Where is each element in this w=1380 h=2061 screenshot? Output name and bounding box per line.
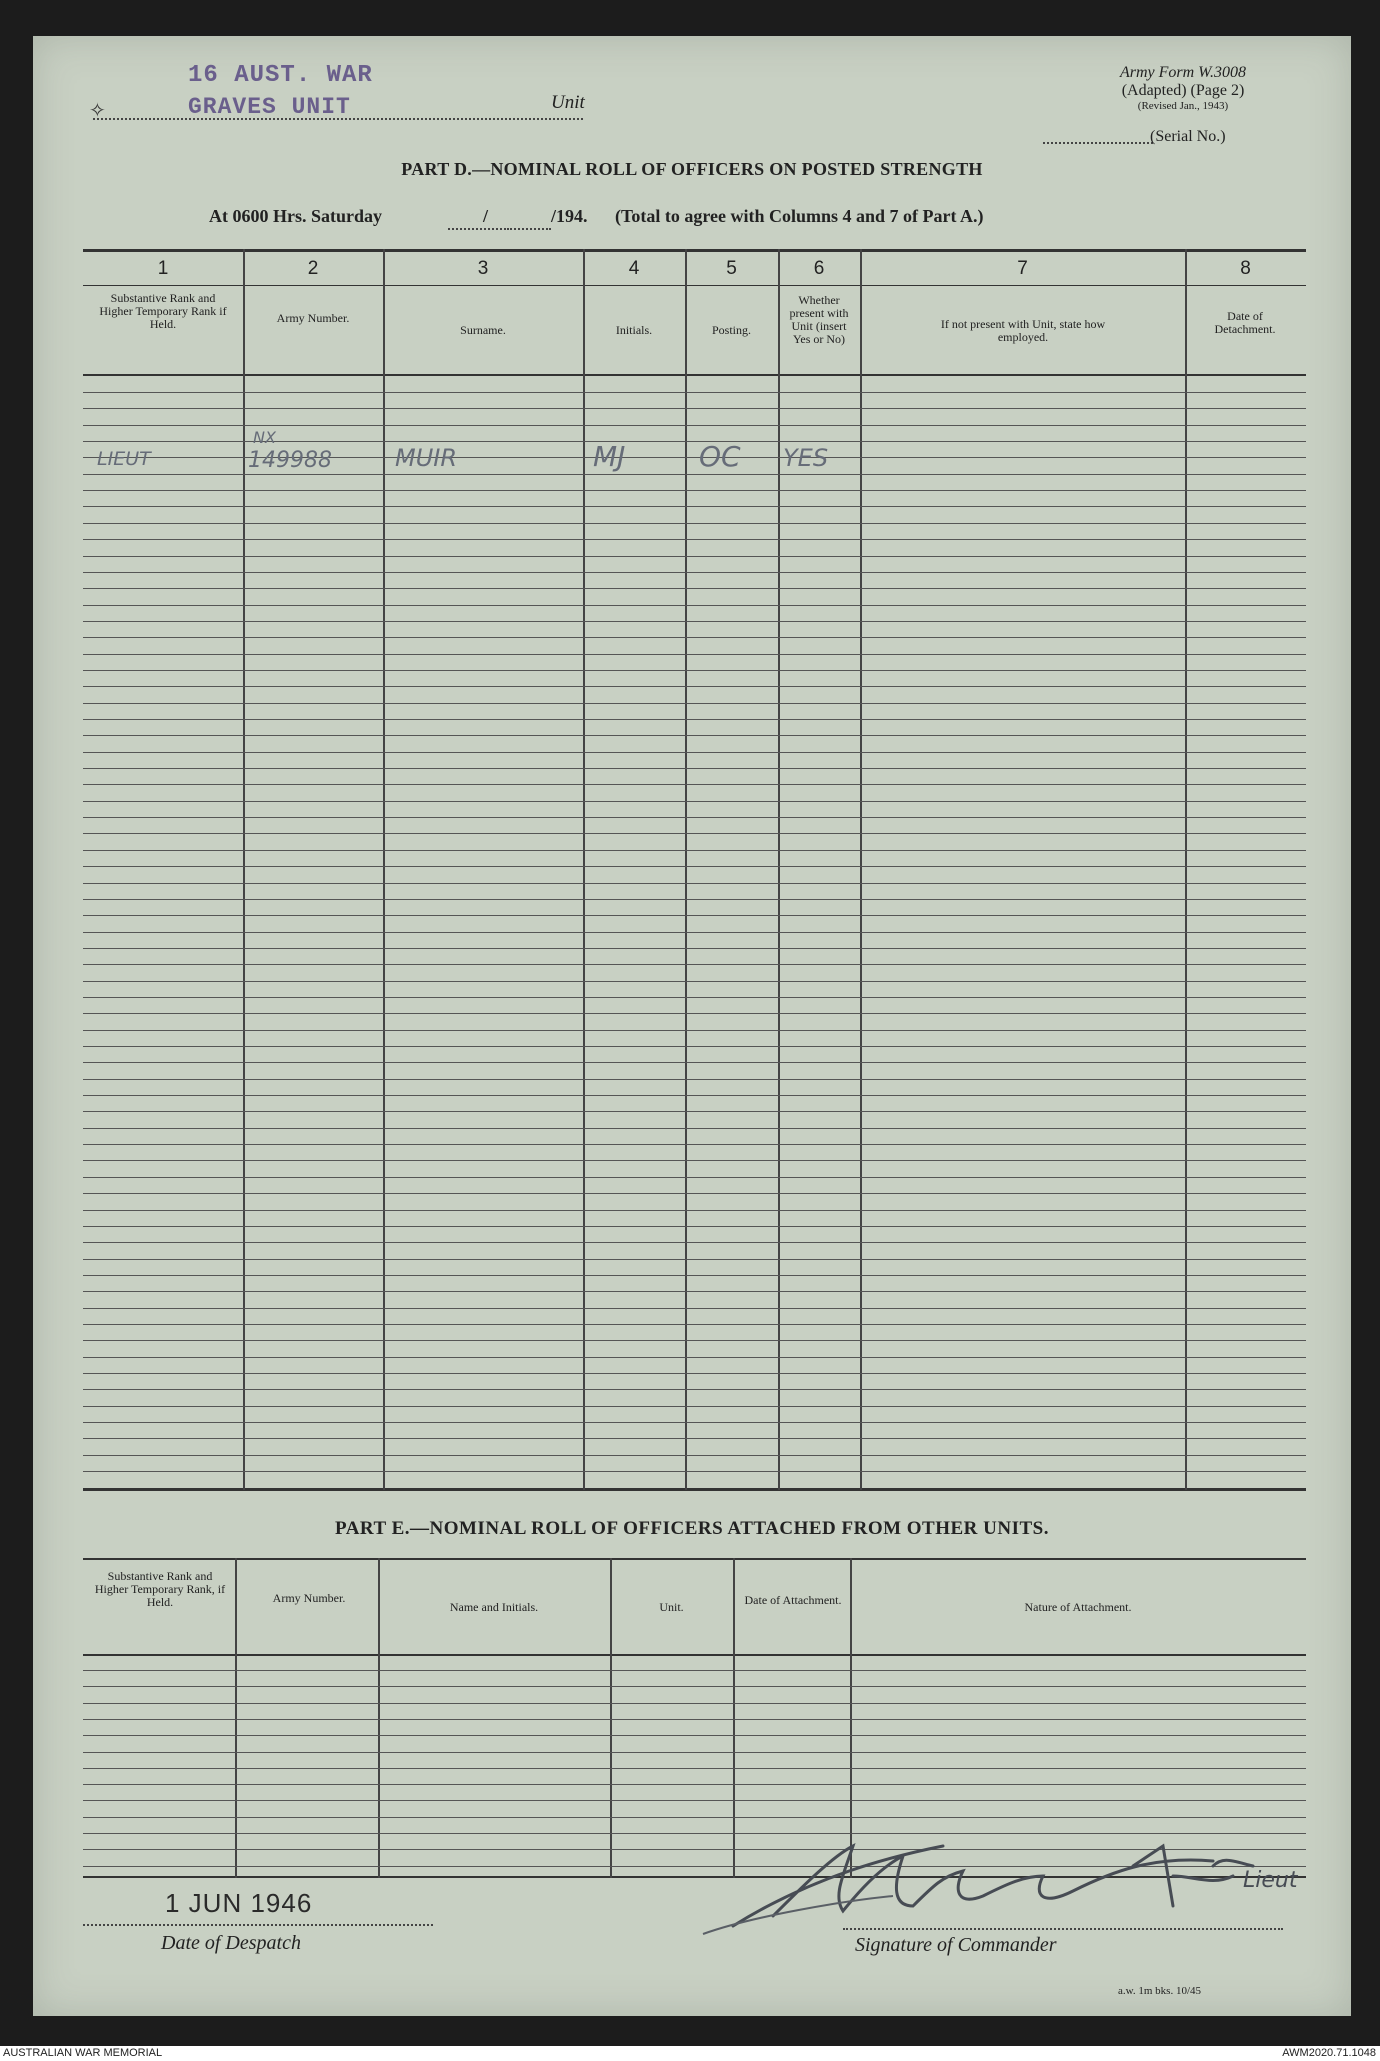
part-e-row-line <box>83 1752 1306 1753</box>
part-e-row-line <box>83 1670 1306 1671</box>
part-d-row-line <box>83 915 1306 916</box>
unit-stamp-line2: GRAVES UNIT <box>188 94 351 120</box>
part-d-row-line <box>83 408 1306 409</box>
col-num-3: 3 <box>477 258 489 279</box>
serial-label: (Serial No.) <box>1150 128 1226 145</box>
part-d-row-line <box>83 1177 1306 1178</box>
part-d-row-line <box>83 964 1306 965</box>
part-d-subtitle-prefix: At 0600 Hrs. Saturday <box>209 206 383 226</box>
part-d-row-line <box>83 588 1306 589</box>
entry-rank: LIEUT <box>97 448 151 470</box>
entry-army-number: 149988 <box>248 448 332 473</box>
despatch-date-stamp: 1 JUN 1946 <box>165 1888 313 1918</box>
col-header-surname: Surname. <box>460 323 506 337</box>
part-d-row-line <box>83 392 1306 393</box>
part-d-row-line <box>83 1471 1306 1472</box>
col-header-initials: Initials. <box>615 323 653 337</box>
col-header-employment: If not present with Unit, state how employed. <box>940 317 1106 344</box>
part-e-row-line <box>83 1686 1306 1687</box>
part-d-row-line <box>83 817 1306 818</box>
part-d-row-line <box>83 425 1306 426</box>
col-num-7: 7 <box>1017 258 1028 279</box>
part-d-row-line <box>83 1128 1306 1129</box>
part-d-year: /194. <box>551 206 588 226</box>
serial-dotted-line <box>1043 142 1153 144</box>
part-d-row-line <box>83 703 1306 704</box>
part-d-row-line <box>83 490 1306 491</box>
part-e-row-line <box>83 1784 1306 1785</box>
part-d-row-line <box>83 1455 1306 1456</box>
e-header-army-number: Army Number. <box>272 1591 346 1605</box>
part-d-row-line <box>83 1079 1306 1080</box>
col-num-2: 2 <box>307 258 319 279</box>
part-d-row-line <box>83 1242 1306 1243</box>
entry-posting: OC <box>699 440 741 473</box>
unit-stamp-line1: 16 AUST. WAR <box>188 62 373 89</box>
part-d-row-line <box>83 1389 1306 1390</box>
e-header-name: Name and Initials. <box>449 1600 539 1614</box>
part-d-row-line <box>83 932 1306 933</box>
part-d-row-line <box>83 474 1306 475</box>
despatch-label: Date of Despatch <box>161 1932 301 1954</box>
e-header-unit: Unit. <box>659 1600 684 1614</box>
part-d-row-line <box>83 752 1306 753</box>
part-d-row-line <box>83 1422 1306 1423</box>
part-d-row-line <box>83 1193 1306 1194</box>
part-d-row-line <box>83 735 1306 736</box>
col-header-army-number: Army Number. <box>276 311 350 325</box>
part-d-row-line <box>83 1308 1306 1309</box>
unit-label: Unit <box>551 92 585 113</box>
date-blank-2 <box>507 228 551 230</box>
part-d-row-line <box>83 1324 1306 1325</box>
part-d-row-line <box>83 1438 1306 1439</box>
part-d-row-line <box>83 866 1306 867</box>
commander-signature-icon <box>693 1816 1333 1946</box>
col-header-rank: Substantive Rank and Higher Temporary Rank if Held. <box>99 291 227 331</box>
part-d-row-line <box>83 1259 1306 1260</box>
form-page: 16 AUST. WAR GRAVES UNIT ✧ Unit Army Form W.3008 (Adapted) (Page 2) (Revised Jan., 1943) (Serial No.) PART D.—NOMINAL ROLL OF OFFICERS ON POSTED STRENGTH At 0600 Hrs. Saturday / /194. (Total to agree with Columns 4 and 7 of Part A.) 1 2 3 4 5 6 7 8 Substantive Rank and Higher Temporary Rank if Held. Army Number. Surname. Initials. Posting. Whether present with Unit (insert Yes or No) If not present with Unit, state how employed. Date of Detachment. LIEUT NX 149988 MUIR MJ OC YES PART E.—NOMINAL ROLL OF OFFICERS ATTACHED FROM OTHER UNITS. Substantive Rank and Higher Temporary Rank, if Held. Army Number. Name and Initials. Unit. Date of Attachment. Nature of Attachment. 1 JUN 1946 Date of Despatch Lieut Signature of Commander a.w. 1m bks. 10/45 <box>33 36 1351 2016</box>
part-e-row-line <box>83 1735 1306 1736</box>
part-d-header-rule <box>83 374 1306 376</box>
part-d-num-rule <box>83 285 1306 286</box>
part-d-row-line <box>83 1406 1306 1407</box>
part-d-row-line <box>83 670 1306 671</box>
part-d-row-line <box>83 506 1306 507</box>
despatch-dotted-line <box>83 1924 433 1926</box>
part-d-row-line <box>83 899 1306 900</box>
part-d-row-line <box>83 1030 1306 1031</box>
entry-initials: MJ <box>593 440 626 473</box>
signature-label: Signature of Commander <box>855 1934 1057 1956</box>
part-d-row-line <box>83 539 1306 540</box>
signature-rank-text: Lieut <box>1243 1868 1298 1893</box>
form-id-block <box>1063 64 1303 112</box>
part-d-row-line <box>83 833 1306 834</box>
part-d-title: PART D.—NOMINAL ROLL OF OFFICERS ON POSTED STRENGTH <box>401 159 983 179</box>
e-header-date: Date of Attachment. <box>744 1593 842 1607</box>
part-d-row-line <box>83 621 1306 622</box>
entry-army-prefix: NX <box>253 428 276 447</box>
col-num-4: 4 <box>628 258 640 279</box>
unit-dotted-line <box>93 118 583 120</box>
part-e-row-line <box>83 1800 1306 1801</box>
part-d-row-line <box>83 1013 1306 1014</box>
part-d-row-line <box>83 637 1306 638</box>
part-d-top-rule <box>83 249 1306 252</box>
part-d-row-line <box>83 523 1306 524</box>
col-num-6: 6 <box>813 258 825 279</box>
part-d-row-line <box>83 997 1306 998</box>
e-header-rank: Substantive Rank and Higher Temporary Rank, if Held. <box>94 1569 226 1609</box>
part-d-row-line <box>83 556 1306 557</box>
part-d-row-line <box>83 1160 1306 1161</box>
part-d-bottom-rule <box>83 1488 1306 1491</box>
archive-footer <box>0 2046 1380 2061</box>
col-num-8: 8 <box>1240 258 1251 279</box>
part-e-row-line <box>83 1719 1306 1720</box>
part-d-row-line <box>83 768 1306 769</box>
part-d-row-line <box>83 1226 1306 1227</box>
col-num-5: 5 <box>726 258 737 279</box>
part-d-row-line <box>83 572 1306 573</box>
part-d-row-line <box>83 981 1306 982</box>
part-d-row-line <box>83 605 1306 606</box>
form-adapted: (Adapted) (Page 2) <box>1121 82 1245 99</box>
signature-dotted-line <box>843 1928 1283 1930</box>
part-e-row-line <box>83 1703 1306 1704</box>
archive-accession: AWM2020.71.1048 <box>1282 2047 1376 2059</box>
part-d-row-line <box>83 1373 1306 1374</box>
col-header-posting: Posting. <box>711 323 751 337</box>
archive-name: AUSTRALIAN WAR MEMORIAL <box>3 2047 163 2059</box>
part-d-row-line <box>83 948 1306 949</box>
col-header-present: Whether present with Unit (insert Yes or No) <box>789 293 849 346</box>
date-blank-1 <box>448 228 506 230</box>
part-e-title: PART E.—NOMINAL ROLL OF OFFICERS ATTACHED FROM OTHER UNITS. <box>335 1518 1049 1539</box>
part-d-subtitle-note: (Total to agree with Columns 4 and 7 of Part A.) <box>615 206 984 226</box>
col-header-detachment: Date of Detachment. <box>1214 309 1276 336</box>
form-revised: (Revised Jan., 1943) <box>1137 100 1229 112</box>
e-header-nature: Nature of Attachment. <box>1024 1600 1132 1614</box>
part-d-row-line <box>83 883 1306 884</box>
pointer-mark-icon: ✧ <box>89 100 106 122</box>
col-num-1: 1 <box>157 258 169 279</box>
part-d-row-line <box>83 1340 1306 1341</box>
part-d-row-line <box>83 1095 1306 1096</box>
part-d-row-line <box>83 1357 1306 1358</box>
print-code: a.w. 1m bks. 10/45 <box>1118 1985 1202 1997</box>
part-d-row-line <box>83 850 1306 851</box>
entry-present: YES <box>783 444 829 472</box>
entry-surname: MUIR <box>395 444 458 472</box>
part-d-row-line <box>83 801 1306 802</box>
part-d-row-line <box>83 686 1306 687</box>
part-d-row-line <box>83 654 1306 655</box>
form-number: Army Form W.3008 <box>1119 64 1247 81</box>
part-d-row-line <box>83 1144 1306 1145</box>
part-e-row-line <box>83 1768 1306 1769</box>
part-d-row-line <box>83 719 1306 720</box>
part-d-row-line <box>83 1111 1306 1112</box>
part-d-row-line <box>83 1046 1306 1047</box>
part-d-row-line <box>83 1210 1306 1211</box>
part-d-row-line <box>83 1062 1306 1063</box>
part-d-row-line <box>83 784 1306 785</box>
part-d-row-line <box>83 1291 1306 1292</box>
part-d-row-line <box>83 1275 1306 1276</box>
